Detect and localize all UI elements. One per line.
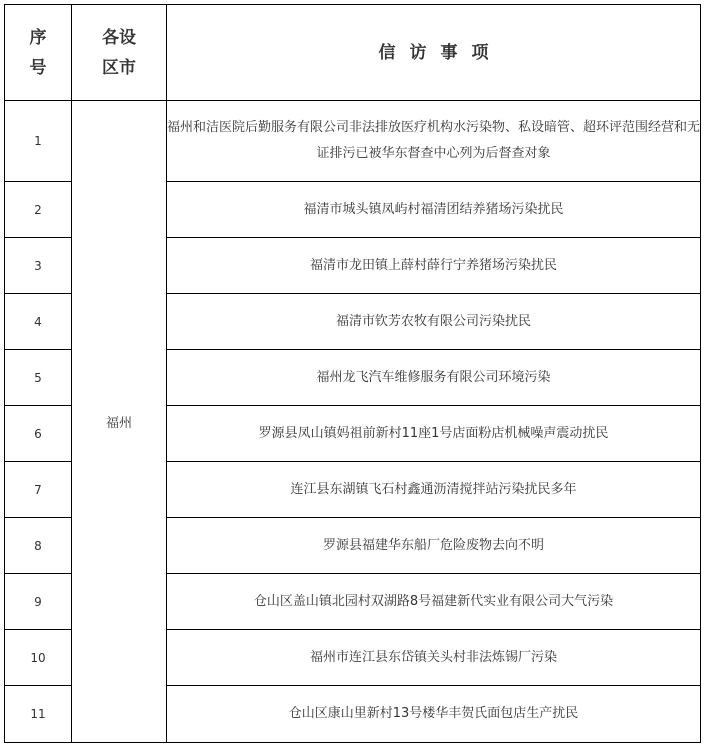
row-number: 5 (5, 350, 72, 406)
row-number: 10 (5, 630, 72, 686)
row-number: 11 (5, 686, 72, 743)
row-number: 6 (5, 406, 72, 462)
header-item-label: 信访事项 (378, 42, 503, 63)
header-city-line-2: 区市 (102, 57, 136, 78)
row-item: 仓山区盖山镇北园村双湖路8号福建新代实业有限公司大气污染 (167, 574, 701, 630)
header-city (72, 5, 167, 101)
petition-table (4, 4, 701, 743)
header-number-line-1: 序 (29, 27, 47, 48)
row-number: 7 (5, 462, 72, 518)
row-item: 福清市钦芳农牧有限公司污染扰民 (167, 294, 701, 350)
row-number: 8 (5, 518, 72, 574)
row-number: 2 (5, 182, 72, 238)
row-item: 罗源县凤山镇妈祖前新村11座1号店面粉店机械噪声震动扰民 (167, 406, 701, 462)
row-item: 罗源县福建华东船厂危险废物去向不明 (167, 518, 701, 574)
header-number-line-2: 号 (29, 57, 47, 78)
row-item: 福州龙飞汽车维修服务有限公司环境污染 (167, 350, 701, 406)
row-item: 福州和洁医院后勤服务有限公司非法排放医疗机构水污染物、私设暗管、超环评范围经营和无证排污已被华东督查中心列为后督查对象 (167, 101, 701, 182)
row-number: 1 (5, 101, 72, 182)
header-item (167, 5, 701, 101)
row-item: 仓山区康山里新村13号楼华丰贺氏面包店生产扰民 (167, 686, 701, 743)
row-item: 福州市连江县东岱镇关头村非法炼锡厂污染 (167, 630, 701, 686)
header-city-line-1: 各设 (102, 27, 136, 48)
header-row (5, 5, 701, 101)
row-item: 福清市龙田镇上薛村薛行宁养猪场污染扰民 (167, 238, 701, 294)
row-item: 福清市城头镇凤屿村福清团结养猪场污染扰民 (167, 182, 701, 238)
row-number: 4 (5, 294, 72, 350)
row-number: 3 (5, 238, 72, 294)
city-cell: 福州 (72, 101, 167, 743)
row-item: 连江县东湖镇飞石村鑫通沥清搅拌站污染扰民多年 (167, 462, 701, 518)
table-row (5, 101, 701, 182)
header-number (5, 5, 72, 101)
row-number: 9 (5, 574, 72, 630)
